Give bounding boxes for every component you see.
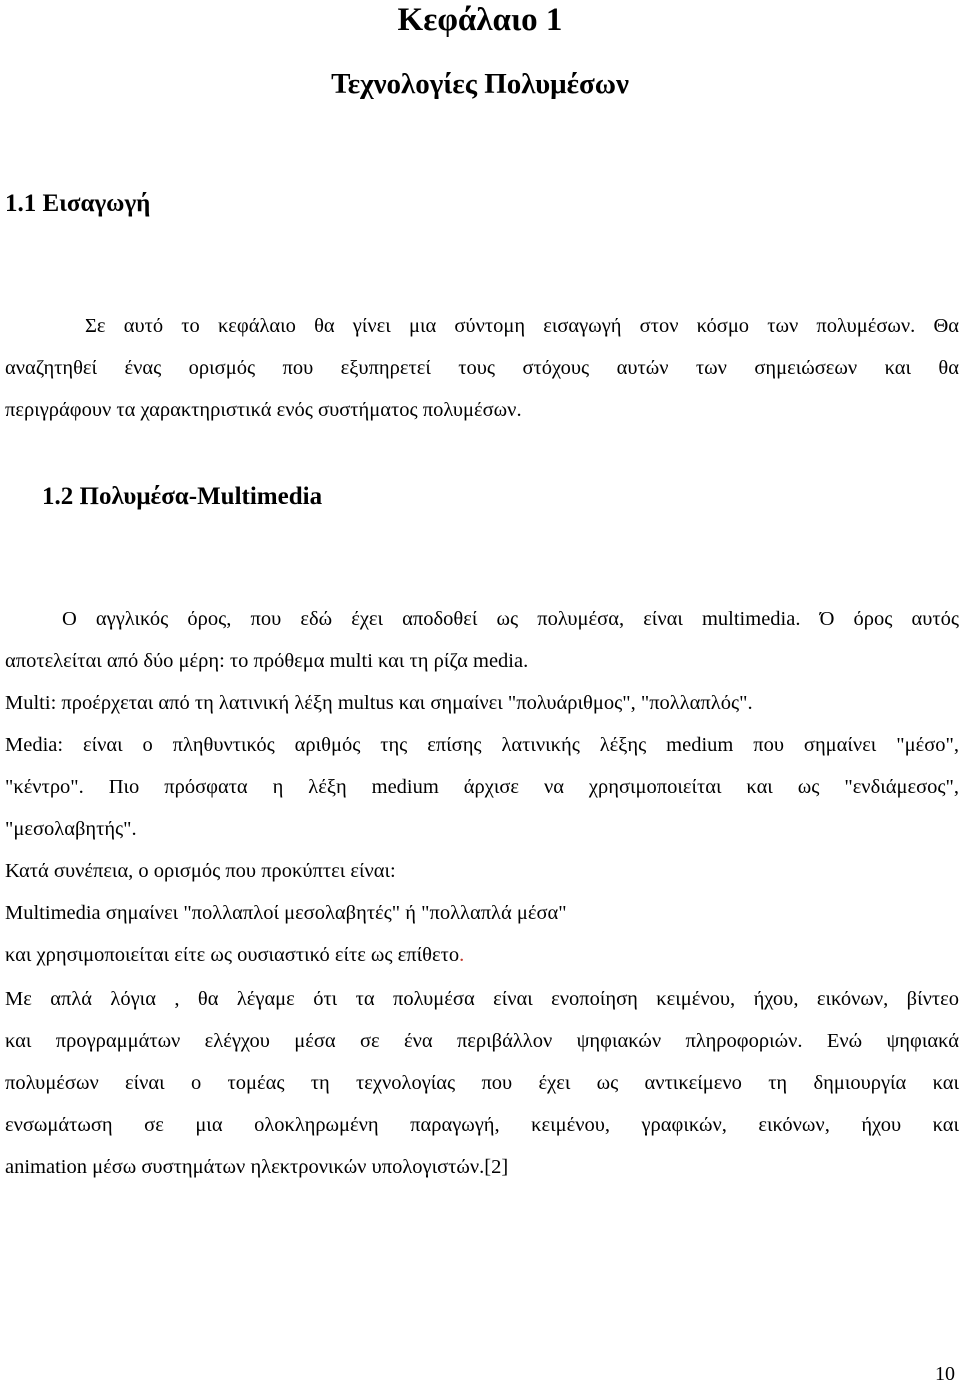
paragraph-line [5, 942, 464, 968]
paragraph-line: πολυμέσων είναι ο τομέας τη τεχνολογίας που έχει ως αντικείμενο τη δημιουργία και [5, 1072, 959, 1094]
chapter-title: Κεφάλαιο 1 [397, 2, 563, 38]
paragraph-line: Κατά συνέπεια, ο ορισμός που προκύπτει είναι: [5, 860, 396, 882]
paragraph-line: αναζητηθεί ένας ορισμός που εξυπηρετεί τους στόχους αυτών των σημειώσεων και θα [5, 357, 959, 379]
paragraph-line: Media: είναι ο πληθυντικός αριθμός της επίσης λατινικής λέξης medium που σημαίνει "μέσο", [5, 734, 959, 756]
section-heading-multimedia: 1.2 Πολυμέσα-Multimedia [42, 483, 323, 510]
highlighted-period: . [459, 944, 465, 966]
chapter-subtitle: Τεχνολογίες Πολυμέσων [331, 68, 629, 100]
paragraph-line: Multimedia σημαίνει "πολλαπλοί μεσολαβητές" ή "πολλαπλά μέσα" [5, 902, 567, 924]
paragraph-line-text: και χρησιμοποιείται είτε ως ουσιαστικό είτε ως επίθετο [5, 944, 460, 966]
paragraph-line: περιγράφουν τα χαρακτηριστικά ενός συστήματος πολυμέσων. [5, 399, 522, 421]
paragraph-line: animation μέσω συστημάτων ηλεκτρονικών υπολογιστών.[2] [5, 1156, 509, 1178]
paragraph-line: "κέντρο". Πιο πρόσφατα η λέξη medium άρχισε να χρησιμοποιείται και ως "ενδιάμεσος", [5, 776, 959, 798]
page-number: 10 [935, 1363, 955, 1385]
paragraph-line: "μεσολαβητής". [5, 818, 137, 840]
paragraph-line: ενσωμάτωση σε μια ολοκληρωμένη παραγωγή, κειμένου, γραφικών, εικόνων, ήχου και [5, 1114, 959, 1136]
paragraph-line: Σε αυτό το κεφάλαιο θα γίνει μια σύντομη εισαγωγή στον κόσμο των πολυμέσων. Θα [85, 315, 959, 337]
section-heading-introduction: 1.1 Εισαγωγή [5, 190, 151, 217]
paragraph-line: Multi: προέρχεται από τη λατινική λέξη multus και σημαίνει "πολυάριθμος", "πολλαπλός". [5, 692, 753, 714]
paragraph-line: αποτελείται από δύο μέρη: το πρόθεμα multi και τη ρίζα media. [5, 650, 529, 672]
paragraph-line: και προγραμμάτων ελέγχου μέσα σε ένα περιβάλλον ψηφιακών πληροφοριών. Ενώ ψηφιακά [5, 1030, 959, 1052]
paragraph-line: Ο αγγλικός όρος, που εδώ έχει αποδοθεί ως πολυμέσα, είναι multimedia. Ό όρος αυτός [62, 608, 959, 630]
paragraph-line: Με απλά λόγια , θα λέγαμε ότι τα πολυμέσα είναι ενοποίηση κειμένου, ήχου, εικόνων, βίντεο [5, 988, 959, 1010]
